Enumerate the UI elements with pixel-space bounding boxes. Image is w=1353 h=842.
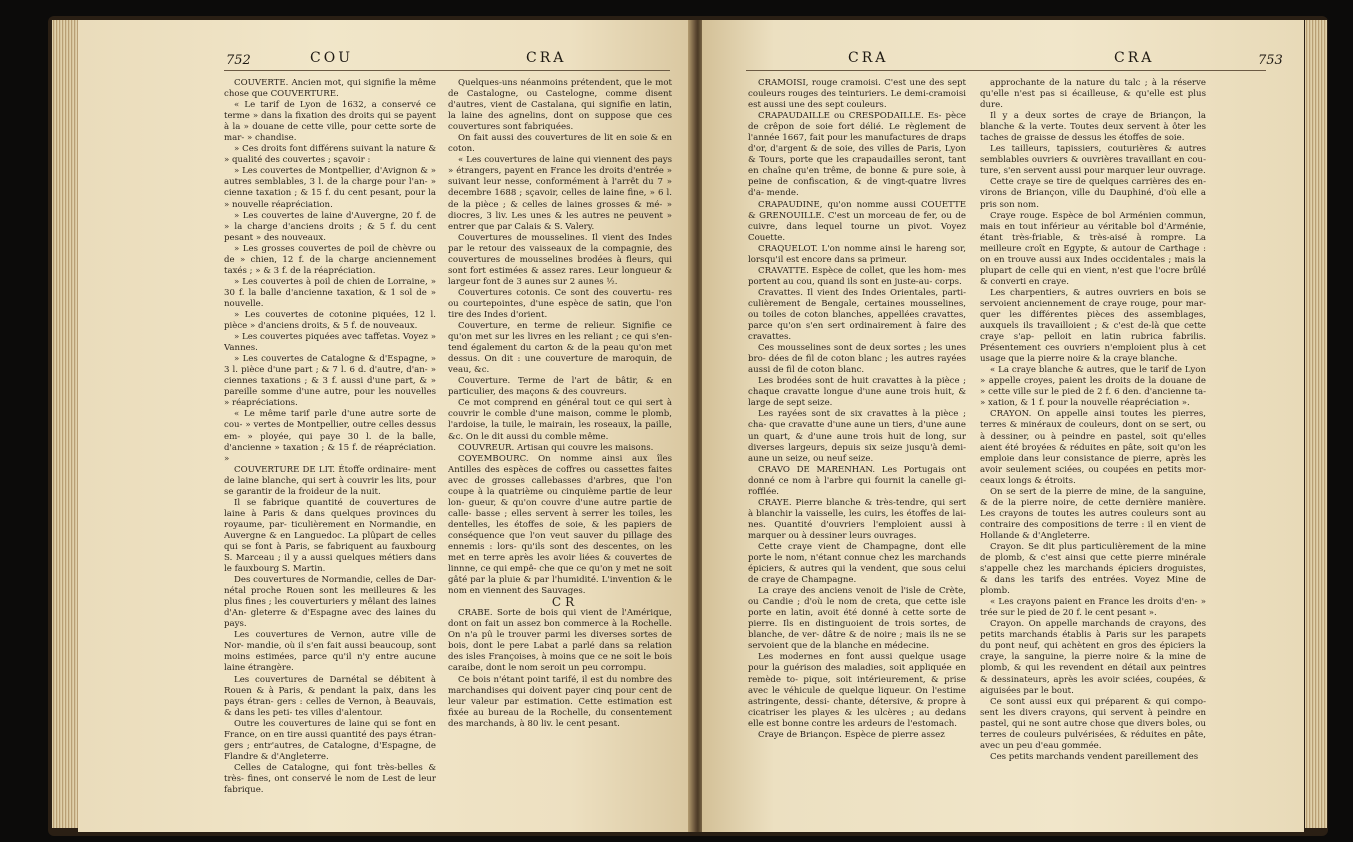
section-heading: CR [551, 595, 579, 610]
paragraph: Les rayées sont de six cravattes à la pièce ; cha- que cravatte d'une aune un tiers, d'une aune un quart, & d'une aune trois huit de long, sur diverses largeurs, depuis six seize jusqu'à demi-aune un seize, ou neuf seize. [748, 409, 966, 464]
paragraph: Ce mot comprend en général tout ce qui sert à couvrir le comble d'une maison, comme le plomb, l'ardoise, la tuile, le mairain, les roseaux, la paille, &c. On le dit aussi du comble même. [448, 398, 672, 442]
left-page-column-1 [224, 78, 436, 814]
page-number-left: 752 [226, 53, 251, 68]
paragraph: » Les couvertes à poil de chien de Lorraine, » 30 f. la balle d'ancienne taxation, & 1 sol de » nouvelle. [224, 276, 436, 309]
paragraph: Outre les couvertures de laine qui se font en France, on en tire aussi quantité des pays étran- gers ; entr'autres, de Catalogne, d'Espagne, de Flandre & d'Angleterre. [224, 718, 436, 762]
paragraph: COUVERTURE DE LIT. Étoffe ordinaire- ment de laine blanche, qui sert à couvrir les lits, pour se garantir de la froideur de la nuit. [224, 464, 436, 497]
paragraph: Craye rouge. Espèce de bol Arménien commun, mais en tout inférieur au véritable bol d'Arménie, étant très-friable, & très-aisé à rompre. La meilleure croît en Egypte, & autour de Carthage : on en trouve aussi aux Indes occidentales ; mais la plupart de celle qui en vient, n'est que l'ocre brûlé & converti en craye. [980, 210, 1206, 287]
running-head-left-mid: CRA [526, 50, 567, 66]
paragraph: CRAVO DE MARENHAN. Les Portugais ont donné ce nom à l'arbre qui fournit la canelle gi- rofflée. [748, 464, 966, 497]
paragraph: Les charpentiers, & autres ouvriers en bois se servoient anciennement de craye rouge, pour mar- quer les différentes pièces des assemblages, auxquels ils travailloient ; & c'est de-là que cette craye s'ap- pelloit en latin rubrica fabrilis. Présentement ces ouvriers n'emploient plus à cet usage que la pierre noire & la craye blanche. [980, 287, 1206, 365]
paragraph: » Les couvertes de Catalogne & d'Espagne, » 3 l. pièce d'une part ; & 7 l. 6 d. d'autre, d'an- » ciennes taxations ; & 3 f. aussi d'une part, & » pareille somme d'une autre, pour les nouvelles » réapréciations. [224, 354, 436, 409]
right-page [702, 20, 1304, 832]
paragraph: CRAMOISI, rouge cramoisi. C'est une des sept couleurs rouges des teinturiers. Le demi-cramoisi est aussi une des sept couleurs. [748, 78, 966, 111]
paragraph: » Ces droits font différens suivant la nature & » qualité des couvertes ; sçavoir : [224, 144, 436, 166]
paragraph: CRAPAUDINE, qu'on nomme aussi COUETTE & GRENOUILLE. C'est un morceau de fer, ou de cuivre, dans lequel tourne un pivot. Voyez Couette. [748, 199, 966, 243]
running-head-right-1: CRA [848, 50, 889, 66]
header-rule-right [746, 70, 1266, 71]
paragraph: Cravattes. Il vient des Indes Orientales, parti- culièrement de Bengale, certaines mousselines, ou toiles de coton blanches, appellées cravattes, parce qu'on s'en sert ordinairement à faire des cravattes. [748, 287, 966, 343]
left-page [78, 20, 692, 832]
paragraph: CRAPAUDAILLE ou CRESPODAILLE. Es- pèce de crêpon de soie fort délié. Le règlement de l'année 1667, fait pour les manufactures de draps d'or, d'argent & de soie, des villes de Paris, Lyon & Tours, porte que les crapaudailles seront, tant en chaîne qu'en trême, de bonne & pure soie, à peine de confiscation, & de vingt-quatre livres d'a- mende. [748, 111, 966, 199]
paragraph: Les tailleurs, tapissiers, couturières & autres semblables ouvriers & ouvrières travaillant en cou- ture, s'en servent aussi pour marquer leur ouvrage. [980, 144, 1206, 177]
paragraph: CRAVATTE. Espèce de collet, que les hom- mes portent au cou, quand ils sont en juste-au- corps. [748, 265, 966, 287]
paragraph: » Les couvertes de cotonine piquées, 12 l. pièce » d'anciens droits, & 5 f. de nouveaux. [224, 309, 436, 332]
paragraph: Celles de Catalogne, qui font très-belles & très- fines, ont conservé le nom de Lest de leur fabrique. [224, 762, 436, 795]
paragraph: Couvertures cotonis. Ce sont des couvertu- res ou courtepointes, d'une espèce de satin, que l'on tire des Indes d'orient. [448, 287, 672, 320]
paragraph: « Les couvertures de laine qui viennent des pays » étrangers, payent en France les droits d'entrée » suivant leur nesse, conformément à l'arrêt du 7 » decembre 1688 ; sçavoir, celles de laine fine, » 6 l. de la pièce ; & celles de laines grosses & mé- » diocres, 3 liv. Les unes & les autres ne peuvent » entrer que par Calais & S. Valery. [448, 155, 672, 232]
paragraph: Ce sont aussi eux qui préparent & qui compo- sent les divers crayons, qui servent à peindre en pastel, qui ne sont autre chose que divers boles, ou terres de couleurs pulvérisées, & réduites en pâte, avec un peu d'eau gommée. [980, 696, 1206, 751]
paragraph: Les couvertures de Darnétal se débitent à Rouen & à Paris, & pendant la paix, dans les pays étran- gers : celles de Vernon, à Beauvais, & dans les peti- tes villes d'alentour. [224, 674, 436, 718]
left-page-column-2 [448, 78, 672, 814]
paragraph: COYEMBOURC. On nomme ainsi aux îles Antilles des espèces de coffres ou cassettes faites avec de grosses callebasses d'arbres, que l'on coupe à la quatrième ou cinquième partie de leur lon- gueur, & qu'on couvre d'une autre partie de calle- basse ; elles servent à serrer les toiles, les dentelles, les étoffes de soie, & les papiers de conséquence que l'on veut sauver du pillage des ennemis : lors- qu'ils sont des descentes, on les met en terre après les avoir liées & couvertes de linnne, ce qui empê- che que ce qu'on y met ne soit gâté par la pluie & par l'humidité. L'invention & le nom en viennent des Sauvages. [448, 453, 672, 597]
paragraph: Des couvertures de Normandie, celles de Dar- nétal proche Rouen sont les meilleures & les plus fines ; les couverturiers y mêlant des laines d'An- gleterre & d'Espagne avec des laines du pays. [224, 575, 436, 630]
right-page-column-1 [748, 78, 966, 814]
page-edges-right [1305, 20, 1327, 828]
paragraph: « Le même tarif parle d'une autre sorte de cou- » vertes de Montpellier, outre celles dessus em- » ployée, qui paye 30 l. de la balle, d'ancienne » taxation ; & 15 f. de réapréciation. » [224, 409, 436, 464]
paragraph: Il y a deux sortes de craye de Briançon, la blanche & la verte. Toutes deux servent à ôter les taches de graisse de dessus les étoffes de soie. [980, 111, 1206, 144]
paragraph: « Les crayons paient en France les droits d'en- » trée sur le pied de 20 f. le cent pesant ». [980, 597, 1206, 619]
paragraph: approchante de la nature du talc ; à la réserve qu'elle n'est pas si écailleuse, & qu'elle est plus dure. [980, 78, 1206, 111]
paragraph: Ce bois n'étant point tarifé, il est du nombre des marchandises qui doivent payer cinq pour cent de leur valeur par estimation. Cette estimation est fixée au bureau de la Rochelle, du consentement des marchands, à 80 liv. le cent pesant. [448, 674, 672, 729]
page-number-right: 753 [1258, 53, 1283, 68]
header-rule-left [224, 70, 670, 71]
paragraph: CRAQUELOT. L'on nomme ainsi le hareng sor, lorsqu'il est encore dans sa primeur. [748, 243, 966, 265]
paragraph: On fait aussi des couvertures de lit en soie & en coton. [448, 133, 672, 155]
paragraph: CRAYON. On appelle ainsi toutes les pierres, terres & minéraux de couleurs, dont on se sert, ou à dessiner, ou à peindre en pastel, soit qu'elles aient été broyées & réduites en pâte, soit qu'on les emploie dans leur consistance de pierre, après les avoir seulement sciées, ou coupées en petits mor- ceaux longs & étroits. [980, 409, 1206, 486]
paragraph: Couverture, en terme de relieur. Signifie ce qu'on met sur les livres en les reliant ; ce qui s'en- tend également du carton & de la peau qu'on met dessus. On dit : une couverture de maroquin, de veau, &c. [448, 321, 672, 376]
paragraph: » Les grosses couvertes de poil de chèvre ou de » chien, 12 f. de la charge anciennement taxés ; » & 3 f. de la réapréciation. [224, 243, 436, 276]
paragraph: COUVERTE. Ancien mot, qui signifie la même chose que COUVERTURE. [224, 78, 436, 100]
paragraph: Il se fabrique quantité de couvertures de laine à Paris & dans quelques provinces du royaume, par- ticulièrement en Normandie, en Auvergne & en Languedoc. La plûpart de celles qui se font à Paris, se fabriquent au fauxbourg S. Marceau ; il y a aussi quelques métiers dans le fauxbourg S. Martin. [224, 497, 436, 575]
paragraph: Ces petits marchands vendent pareillement des [990, 751, 1199, 762]
paragraph: « La craye blanche & autres, que le tarif de Lyon » appelle croyes, paient les droits de la douane de » cette ville sur le pied de 2 f. 6 den. d'ancienne ta- » xation, & 1 f. pour la nouvelle réapréciation ». [980, 365, 1206, 409]
paragraph: Crayon. Se dit plus particulièrement de la mine de plomb, & c'est ainsi que cette pierre minérale s'appelle chez les marchands épiciers droguistes, & dans les tarifs des entrées. Voyez Mine de plomb. [980, 541, 1206, 597]
paragraph: CRAYE. Pierre blanche & très-tendre, qui sert à blanchir la vaisselle, les cuirs, les étoffes de lai- nes. Quantité d'ouvriers l'emploient aussi à marquer ou à dessiner leurs ouvrages. [748, 497, 966, 541]
page-edges-left [52, 20, 78, 828]
paragraph: » Les couvertes piquées avec taffetas. Voyez » Vannes. [224, 332, 436, 354]
paragraph: Cette craye vient de Champagne, dont elle porte le nom, n'étant connue chez les marchands épiciers, & autres qui la vendent, que sous celui de craye de Champagne. [748, 541, 966, 586]
running-head-right-2: CRA [1114, 50, 1155, 66]
paragraph: Les couvertures de Vernon, autre ville de Nor- mandie, où il s'en fait aussi beaucoup, sont moins estimées, parce qu'il n'y entre aucune laine étrangère. [224, 630, 436, 674]
paragraph: » Les couvertes de Montpellier, d'Avignon & » autres semblables, 3 l. de la charge pour l'an- » cienne taxation ; & 15 f. du cent pesant, pour la » nouvelle réapréciation. [224, 166, 436, 210]
paragraph: « Le tarif de Lyon de 1632, a conservé ce terme » dans la fixation des droits qui se payent à la » douane de cette ville, pour cette sorte de mar- » chandise. [224, 100, 436, 144]
paragraph: » Les couvertes de laine d'Auvergne, 20 f. de » la charge d'anciens droits ; & 5 f. du cent pesant » des nouveaux. [224, 210, 436, 243]
paragraph: Ces mousselines sont de deux sortes ; les unes bro- dées de fil de coton blanc ; les autres rayées aussi de fil de coton blanc. [748, 343, 966, 376]
paragraph: On se sert de la pierre de mine, de la sanguine, & de la pierre noire, de cette dernière manière. Les crayons de toutes les autres couleurs sont au contraire des compositions de terre : il en vient de Hollande & d'Angleterre. [980, 486, 1206, 541]
paragraph: Les brodées sont de huit cravattes à la pièce ; chaque cravatte longue d'une aune trois huit, & large de sept seize. [748, 376, 966, 409]
paragraph: Couverture. Terme de l'art de bâtir, & en particulier, des maçons & des couvreurs. [448, 376, 672, 398]
paragraph: Couvertures de mousselines. Il vient des Indes par le retour des vaisseaux de la compagnie, des couvertures de mousselines brodées à fleurs, qui sont fort estimées & assez rares. Leur longueur & largeur font de 3 aunes sur 2 aunes ½. [448, 232, 672, 287]
paragraph: Quelques-uns néanmoins prétendent, que le mot de Castalogne, ou Castelogne, comme disent d'autres, vient de Castalana, qui signifie en latin, la laine des agnelins, dont on suppose que ces couvertures sont fabriquées. [448, 78, 672, 133]
running-head-left: COU [310, 50, 353, 66]
paragraph: CRABE. Sorte de bois qui vient de l'Amérique, dont on fait un assez bon commerce à la Rochelle. On n'a pû le trouver parmi les diverses sortes de bois, dont le pere Labat a parlé dans sa relation des isles Françoises, à moins que ce ne soit le bois caraibe, dont le nom seroit un peu corrompu. [448, 608, 672, 674]
paragraph: Les modernes en font aussi quelque usage pour la guérison des maladies, soit appliquée en remède to- pique, soit intérieurement, & prise avec le véhicule de quelque liqueur. On l'estime astringente, dessi- chante, détersive, & propre à cicatriser les playes & les ulcères ; au dedans elle est bonne contre les ardeurs de l'estomach. [748, 652, 966, 729]
paragraph: Craye de Briançon. Espèce de pierre assez [758, 729, 945, 740]
paragraph: La craye des anciens venoit de l'isle de Crète, ou Candie ; d'où le nom de creta, que cette isle porte en latin, avoit été donné à cette sorte de pierre. Ils en distinguoient de trois sortes, de blanche, de ver- dâtre & de noire ; mais ils ne se servoient que de la blanche en médecine. [748, 586, 966, 652]
right-page-column-2 [980, 78, 1206, 814]
paragraph: COUVREUR. Artisan qui couvre les maisons. [458, 442, 654, 453]
paragraph: Crayon. On appelle marchands de crayons, des petits marchands établis à Paris sur les parapets du pont neuf, qui achètent en gros des épiciers la craye, la sanguine, la pierre noire & la mine de plomb, & qui les revendent en détail aux peintres & dessinateurs, après les avoir sciées, coupées, & aiguisées par le bout. [980, 619, 1206, 696]
paragraph: Cette craye se tire de quelques carrières des en- virons de Briançon, ville du Dauphiné, d'où elle a pris son nom. [980, 177, 1206, 210]
